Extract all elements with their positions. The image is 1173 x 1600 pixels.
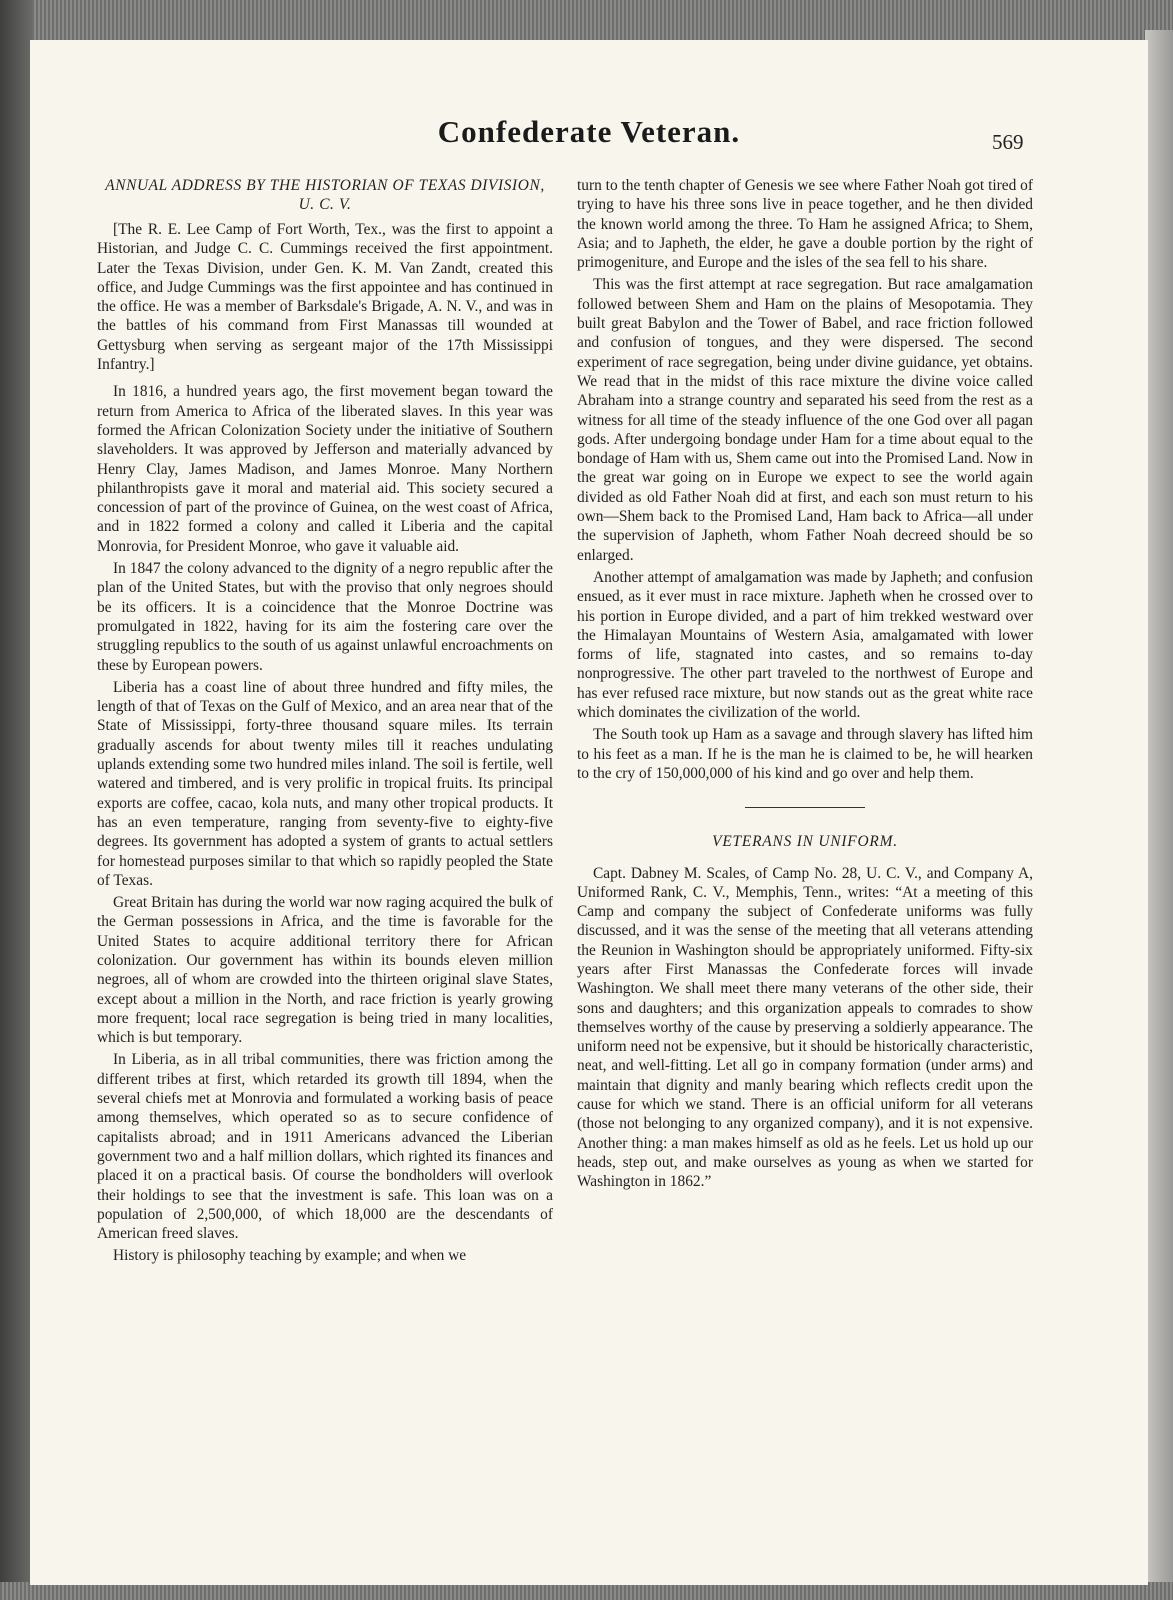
- paragraph: Another attempt of amalgamation was made by Japheth; and confusion ensued, as it ever must in race mixture. Japheth when he crossed over to his portion in Europe divided, and a part of him trekked westward over the Himalayan Mountains of Western Asia, amalgamated with lower forms of life, stagnated into castes, and so remains to-day nonprogressive. The other part traveled to the northwest of Europe and has ever refused race mixture, but now stands out as the great white race which dominates the civilization of the world.: [577, 568, 1033, 722]
- page-number: 569: [992, 130, 1024, 154]
- paragraph: In 1816, a hundred years ago, the first movement began toward the return from America to Africa of the liberated slaves. In this year was formed the African Colonization Society under the initiative of Southern slaveholders. It was approved by Jefferson and materially advanced by Henry Clay, James Madison, and James Monroe. Many Northern philanthropists gave it moral and material aid. This society secured a concession of part of the province of Guinea, on the west coast of Africa, and in 1822 formed a colony and called it Liberia and the capital Monrovia, for President Monroe, who gave it valuable aid.: [97, 383, 553, 555]
- magazine-page: [30, 40, 1148, 1585]
- paragraph: turn to the tenth chapter of Genesis we see where Father Noah got tired of trying to have his three sons live in peace together, and he then divided the known world among the three. To Ham he assigned Africa; to Shem, Asia; and to Japheth, the elder, he gave a double portion by the right of primogeniture, and Europe and the isles of the sea fell to his share.: [577, 177, 1033, 272]
- paragraph: Capt. Dabney M. Scales, of Camp No. 28, U. C. V., and Company A, Uniformed Rank, C. V., Memphis, Tenn., writes: “At a meeting of this Camp and company the subject of Confederate uniforms was fully discussed, and it was the sense of the meeting that all veterans attending the Reunion in Washington should be appropriately uniformed. Fifty-six years after First Manassas the Confederate forces will invade Washington. We shall meet there many veterans of the other side, their sons and daughters; and this organization appeals to comrades to show themselves worthy of the cause by preserving a soldierly appearance. The uniform need not be expensive, but it should be historically characteristic, neat, and well-fitting. Let all go in company formation (under arms) and maintain that dignity and manly bearing which reflects credit upon the cause for which we stand. There is an official uniform for all veterans (those not belonging to any organized company), and it is not expensive. Another thing: a man makes himself as old as he feels. Let us hold up our heads, step out, and make ourselves as young as when we started for Washington in 1862.”: [577, 864, 1033, 1191]
- article-heading: ANNUAL ADDRESS BY THE HISTORIAN OF TEXAS DIVISION, U. C. V.: [105, 177, 545, 213]
- paragraph: [The R. E. Lee Camp of Fort Worth, Tex., was the first to appoint a Historian, and Judge C. C. Cummings received the first appointment. Later the Texas Division, under Gen. K. M. Van Zandt, created this office, and Judge Cummings was the first appointee and has continued in the office. He was a member of Barksdale's Brigade, A. N. V., and was in the battles of his command from First Manassas till wounded at Gettysburg when serving as sergeant major of the 17th Mississippi Infantry.]: [97, 221, 553, 374]
- section-divider: [745, 807, 865, 808]
- paragraph: In Liberia, as in all tribal communities, there was friction among the different tribes at first, which retarded its growth till 1894, when the several chiefs met at Monrovia and formulated a working basis of peace among themselves, which operated so as to secure confidence of capitalists abroad; and in 1911 Americans advanced the Liberian government two and a half million dollars, which righted its finances and placed it on a practical basis. Of course the bondholders will overlook their holdings to see that the investment is safe. This loan was on a population of 2,500,000, of which 18,000 are the descendants of American freed slaves.: [97, 1051, 553, 1243]
- paragraph: The South took up Ham as a savage and through slavery has lifted him to his feet as a man. If he is the man he is claimed to be, he will hearken to the cry of 150,000,000 of his kind and go over and help them.: [577, 726, 1033, 782]
- article-heading: VETERANS IN UNIFORM.: [712, 833, 898, 851]
- paragraph: This was the first attempt at race segregation. But race amalgamation followed between Shem and Ham on the plains of Mesopotamia. They built great Babylon and the Tower of Babel, and race friction followed and confusion of tongues, and they were dispersed. The second experiment of race segregation, being under divine guidance, yet obtains. We read that in the midst of this race mixture the divine voice called Abraham into a strange country and separated his seed from the rest as a witness for all time of the steady influence of the one God over all pagan gods. After undergoing bondage under Ham for a time about equal to the bondage of Ham with us, Shem came out into the Promised Land. Now in the great war going on in Europe we expect to see the world again divided as old Father Noah did at first, and each son must return to his own—Shem back to the Promised Land, Ham back to Africa—all under the supervision of Japheth, whom Father Noah decreed should be so enlarged.: [577, 276, 1033, 564]
- paragraph: In 1847 the colony advanced to the dignity of a negro republic after the plan of the United States, but with the proviso that only negroes should be its officers. It is a coincidence that the Monroe Doctrine was promulgated in 1822, having for its aim the fostering care over the struggling republics to the south of us against unlawful encroachments on these by European powers.: [97, 560, 553, 674]
- paragraph: Liberia has a coast line of about three hundred and fifty miles, the length of that of Texas on the Gulf of Mexico, and an area near that of the State of Mississippi, forty-three thousand square miles. Its terrain gradually ascends for about twenty miles till it reaches undulating uplands extending some two hundred miles inland. The soil is fertile, well watered and timbered, and is very prolific in tropical fruits. Its principal exports are coffee, cacao, kola nuts, and many other tropical products. It has an even temperature, ranging from seventy-five to eighty-five degrees. Its government has adopted a system of grants to actual settlers for homestead purposes similar to that which so rapidly peopled the State of Texas.: [97, 678, 553, 889]
- paragraph: Great Britain has during the world war now raging acquired the bulk of the German possessions in Africa, and the time is favorable for the United States to acquire additional territory there for African colonization. Our government has within its bounds eleven million negroes, all of whom are crowded into the thirteen original slave States, except about a million in the North, and race friction is yearly growing more frequent; local race segregation is being tried in many localities, which is but temporary.: [97, 894, 553, 1047]
- right-column: [577, 176, 1033, 1195]
- masthead-title: Confederate Veteran.: [437, 114, 741, 149]
- paragraph: History is philosophy teaching by example; and when we: [113, 1247, 467, 1265]
- scan-top-border: [0, 0, 1173, 44]
- scan-left-border: [0, 0, 32, 1600]
- scan-right-border: [1145, 30, 1173, 1590]
- left-column: [97, 176, 553, 1269]
